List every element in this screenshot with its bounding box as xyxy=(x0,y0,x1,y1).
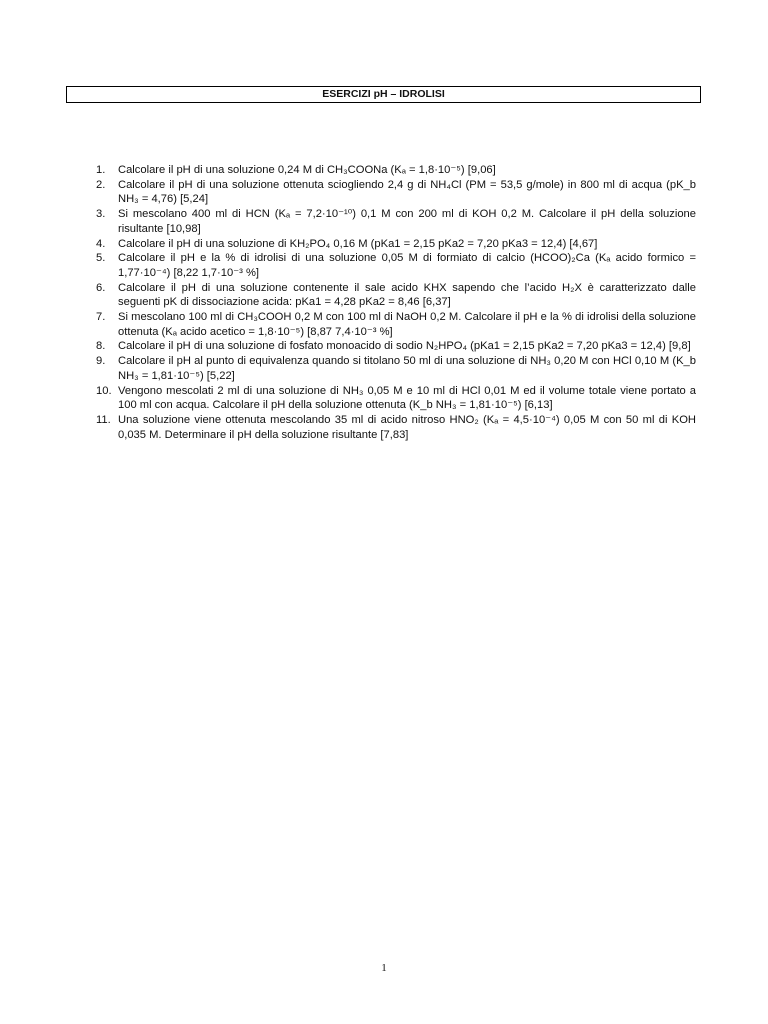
exercise-number: 5. xyxy=(96,252,106,265)
exercise-item xyxy=(96,339,696,354)
exercise-item xyxy=(96,237,696,252)
exercise-item xyxy=(96,178,696,207)
exercise-text: Calcolare il pH e la % di idrolisi di una soluzione 0,05 M di formiato di calcio (HCOO)₂Ca (Kₐ acido formico = 1,77·10⁻⁴) [8,22 1,7·10⁻³ %] xyxy=(118,252,696,279)
exercise-item xyxy=(96,310,696,339)
exercise-text: Calcolare il pH di una soluzione di KH₂PO₄ 0,16 M (pKa1 = 2,15 pKa2 = 7,20 pKa3 = 12,4) [4,67] xyxy=(118,237,598,250)
exercise-number: 7. xyxy=(96,311,106,324)
exercise-number: 11. xyxy=(96,413,111,426)
exercise-text: Si mescolano 100 ml di CH₃COOH 0,2 M con 100 ml di NaOH 0,2 M. Calcolare il pH e la % di idrolisi della soluzione ottenuta (Kₐ acido acetico = 1,8·10⁻⁵) [8,87 7,4·10⁻³ %] xyxy=(118,311,696,338)
exercise-text: Calcolare il pH di una soluzione 0,24 M di CH₃COONa (Kₐ = 1,8·10⁻⁵) [9,06] xyxy=(118,164,496,176)
exercise-number: 6. xyxy=(96,281,106,294)
exercise-number: 9. xyxy=(96,355,106,368)
exercise-item xyxy=(96,354,696,383)
exercise-item xyxy=(96,163,696,178)
exercise-text: Calcolare il pH di una soluzione di fosfato monoacido di sodio N₂HPO₄ (pKa1 = 2,15 pKa2 = 7,20 pKa3 = 12,4) [9,8] xyxy=(118,340,691,353)
exercise-item xyxy=(96,413,696,442)
exercise-item xyxy=(96,251,696,280)
exercise-item xyxy=(96,281,696,310)
exercise-number: 3. xyxy=(96,208,106,221)
exercise-text: Calcolare il pH al punto di equivalenza quando si titolano 50 ml di una soluzione di NH₃ 0,20 M con HCl 0,10 M (K_b NH₃ = 1,81·10⁻⁵) [5,22] xyxy=(118,355,696,382)
page-number: 1 xyxy=(381,962,387,974)
exercise-number: 8. xyxy=(96,340,106,353)
exercise-number: 2. xyxy=(96,178,106,191)
exercise-number: 1. xyxy=(96,164,106,176)
exercise-number: 10. xyxy=(96,384,112,397)
exercise-text: Calcolare il pH di una soluzione ottenuta sciogliendo 2,4 g di NH₄Cl (PM = 53,5 g/mole) in 800 ml di acqua (pK_b NH₃ = 4,76) [5,24] xyxy=(118,178,696,206)
exercise-text: Calcolare il pH di una soluzione contenente il sale acido KHX sapendo che l’acido H₂X è caratterizzato dalle seguenti pK di dissociazione acida: pKa1 = 4,28 pKa2 = 8,46 [6,37] xyxy=(118,281,696,309)
exercise-list xyxy=(96,163,696,442)
exercise-number: 4. xyxy=(96,237,106,250)
exercise-item xyxy=(96,207,696,236)
document-title: ESERCIZI pH – IDROLISI xyxy=(66,86,701,103)
exercise-text: Vengono mescolati 2 ml di una soluzione di NH₃ 0,05 M e 10 ml di HCl 0,01 M ed il volume totale viene portato a 100 ml con acqua. Calcolare il pH della soluzione ottenuta (K_b NH₃ = 1,81·10⁻⁵) [6,13] xyxy=(118,384,696,412)
exercise-text: Si mescolano 400 ml di HCN (Kₐ = 7,2·10⁻¹⁰) 0,1 M con 200 ml di KOH 0,2 M. Calcolare il pH della soluzione risultante [10,98] xyxy=(118,208,696,235)
exercise-text: Una soluzione viene ottenuta mescolando 35 ml di acido nitroso HNO₂ (Kₐ = 4,5·10⁻⁴) 0,05 M con 50 ml di KOH 0,035 M. Determinare il pH della soluzione risultante [7,83] xyxy=(118,413,696,441)
exercise-item xyxy=(96,384,696,413)
